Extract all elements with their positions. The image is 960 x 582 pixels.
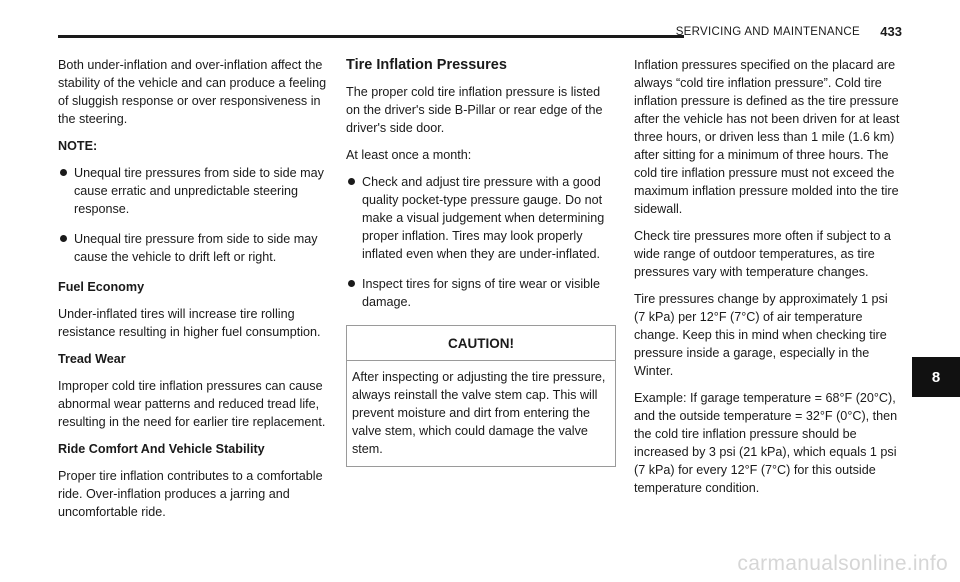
monthly-bullet-list [346,173,616,311]
tread-wear-heading: Tread Wear [58,352,126,366]
monthly-check-text: At least once a month: [346,148,472,162]
placard-paragraph: The proper cold tire inflation pressure is listed on the driver's side B-Pillar or rear edge of the driver's side door. [346,85,603,135]
temperature-range-paragraph: Check tire pressures more often if subject to a wide range of outdoor temperatures, as tire pressures vary with temperature changes. [634,229,891,279]
fuel-economy-heading: Fuel Economy [58,280,145,294]
note-bullet-text: Unequal tire pressure from side to side may cause the vehicle to drift left or right. [74,232,318,264]
column-middle [346,56,616,467]
header-rule [58,35,684,38]
note-label: NOTE: [58,139,98,153]
bullet-dot-icon [348,178,355,185]
cold-pressure-paragraph: Inflation pressures specified on the placard are always “cold tire inflation pressure”. Cold tire inflation pressure is defined as the tire pressure after the vehicle has not been driven for at least three hours, or driven less than 1 mile (1.6 km) after sitting for a minimum of three hours. The cold tire inflation pressure must not exceed the maximum inflation pressure molded into the tire sidewall. [634,58,900,216]
note-bullet [58,164,330,218]
monthly-bullet-text: Inspect tires for signs of tire wear or visible damage. [362,277,600,309]
monthly-bullet [346,275,616,311]
column-right [634,56,902,506]
example-paragraph: Example: If garage temperature = 68°F (20°C), and the outside temperature = 32°F (0°C), then the cold tire inflation pressure should be increased by 3 psi (21 kPa), which equals 1 psi (7 kPa) for every 12°F (7°C) for this outside temperature condition. [634,391,898,495]
monthly-bullet [346,173,616,263]
note-bullet [58,230,330,266]
page-number: 433 [880,24,902,39]
bullet-dot-icon [60,169,67,176]
pressure-change-paragraph: Tire pressures change by approximately 1 psi (7 kPa) per 12°F (7°C) of air temperature change. Keep this in mind when checking tire pressure inside a garage, especially in the Winter. [634,292,888,378]
ride-comfort-text: Proper tire inflation contributes to a comfortable ride. Over-inflation produces a jarring and uncomfortable ride. [58,469,323,519]
note-bullet-text: Unequal tire pressures from side to side may cause erratic and unpredictable steering response. [74,166,324,216]
column-left [58,56,330,530]
caution-text: After inspecting or adjusting the tire pressure, always reinstall the valve stem cap. This will prevent moisture and dirt from entering the valve stem, which could damage the valve stem. [352,370,606,456]
monthly-bullet-text: Check and adjust tire pressure with a good quality pocket-type pressure gauge. Do not make a visual judgement when determining proper inflation. Tires may look properly inflated even when they are under-inflated. [362,175,605,261]
tread-wear-text: Improper cold tire inflation pressures can cause abnormal wear patterns and reduced tread life, resulting in the need for earlier tire replacement. [58,379,326,429]
bullet-dot-icon [348,280,355,287]
watermark: carmanualsonline.info [737,552,948,575]
caution-box [346,325,616,467]
note-bullet-list [58,164,330,266]
ride-comfort-heading: Ride Comfort And Vehicle Stability [58,442,265,456]
chapter-tab: 8 [912,357,960,397]
intro-paragraph: Both under-inflation and over-inflation affect the stability of the vehicle and can produce a feeling of sluggish response or over responsiveness in the steering. [58,58,327,126]
bullet-dot-icon [60,235,67,242]
section-title: Tire Inflation Pressures [346,57,507,73]
fuel-economy-text: Under-inflated tires will increase tire rolling resistance resulting in higher fuel consumption. [58,307,321,339]
caution-title: CAUTION! [347,326,615,361]
header-section-title: SERVICING AND MAINTENANCE [675,26,860,38]
